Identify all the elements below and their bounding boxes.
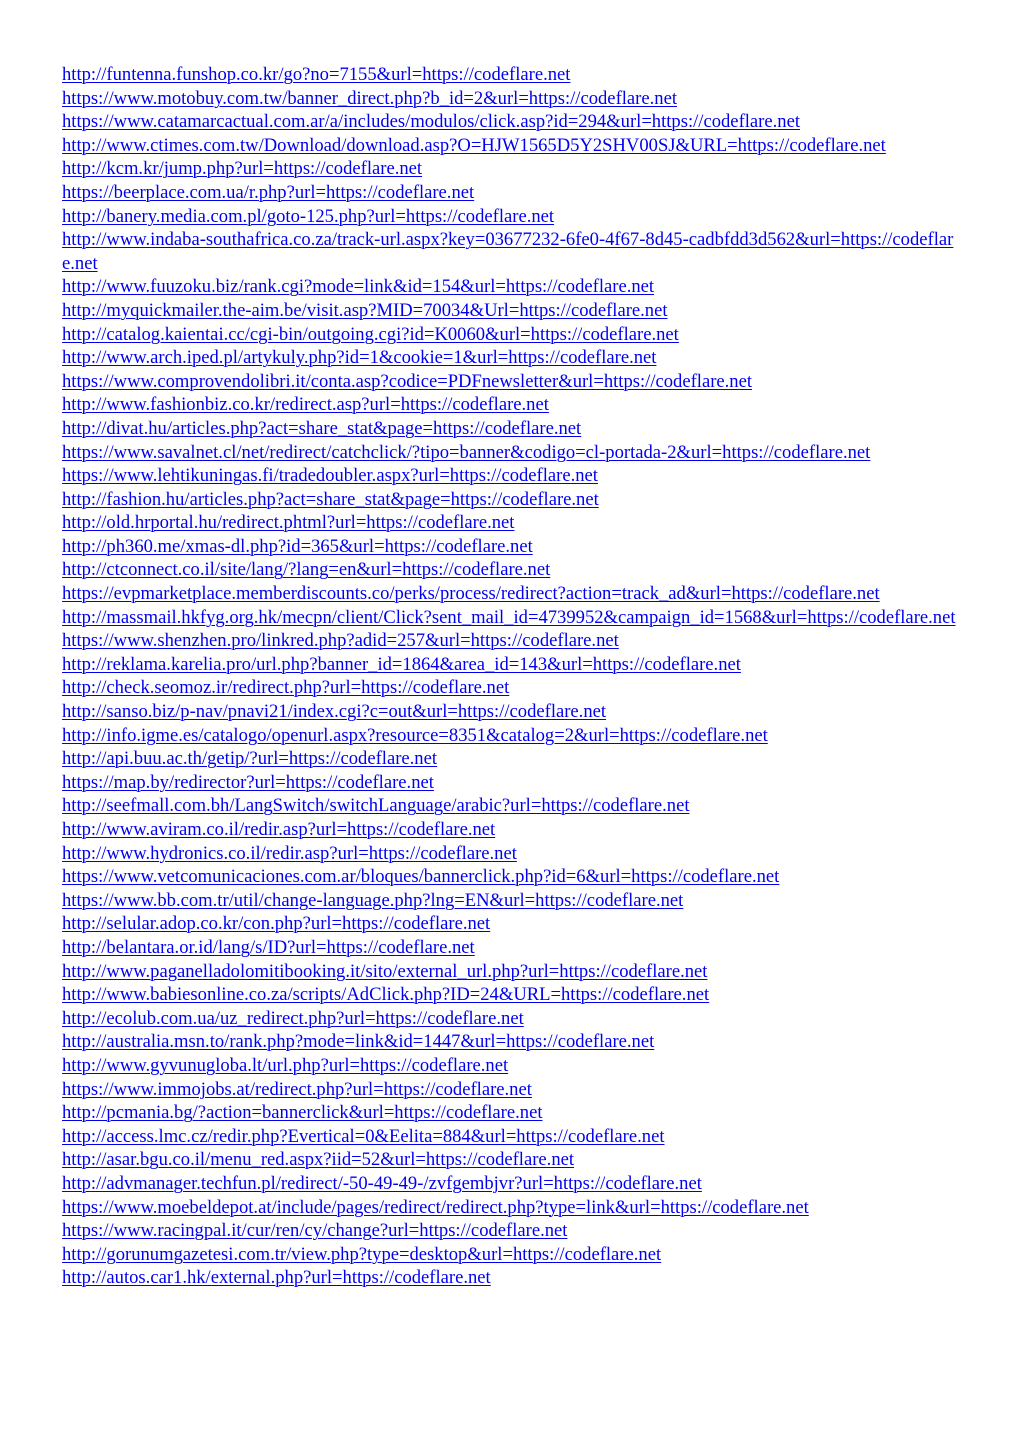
redirect-link[interactable]: http://www.paganelladolomitibooking.it/sito/external_url.php?url=https://codeflare.net bbox=[62, 960, 708, 982]
list-item bbox=[62, 299, 962, 323]
redirect-link[interactable]: https://beerplace.com.ua/r.php?url=https://codeflare.net bbox=[62, 181, 475, 203]
redirect-link[interactable]: https://www.shenzhen.pro/linkred.php?adid=257&url=https://codeflare.net bbox=[62, 630, 619, 652]
redirect-link[interactable]: https://map.by/redirector?url=https://codeflare.net bbox=[62, 771, 434, 793]
list-item bbox=[62, 558, 962, 582]
redirect-link[interactable]: http://catalog.kaientai.cc/cgi-bin/outgoing.cgi?id=K0060&url=https://codeflare.net bbox=[62, 323, 679, 345]
redirect-link[interactable]: http://myquickmailer.the-aim.be/visit.asp?MID=70034&Url=https://codeflare.net bbox=[62, 299, 668, 321]
redirect-link[interactable]: https://www.motobuy.com.tw/banner_direct.php?b_id=2&url=https://codeflare.net bbox=[62, 87, 677, 109]
list-item bbox=[62, 700, 962, 724]
redirect-link[interactable]: https://www.immojobs.at/redirect.php?url=https://codeflare.net bbox=[62, 1078, 532, 1100]
list-item bbox=[62, 346, 962, 370]
list-item bbox=[62, 629, 962, 653]
redirect-link[interactable]: http://www.hydronics.co.il/redir.asp?url=https://codeflare.net bbox=[62, 842, 517, 864]
redirect-link[interactable]: http://www.babiesonline.co.za/scripts/AdClick.php?ID=24&URL=https://codeflare.net bbox=[62, 984, 710, 1006]
list-item bbox=[62, 912, 962, 936]
redirect-link[interactable]: http://kcm.kr/jump.php?url=https://codeflare.net bbox=[62, 158, 423, 180]
list-item bbox=[62, 889, 962, 913]
list-item bbox=[62, 205, 962, 229]
redirect-link[interactable]: http://sanso.biz/p-nav/pnavi21/index.cgi?c=out&url=https://codeflare.net bbox=[62, 701, 607, 723]
redirect-link[interactable]: http://ctconnect.co.il/site/lang/?lang=en&url=https://codeflare.net bbox=[62, 559, 551, 581]
redirect-link[interactable]: http://old.hrportal.hu/redirect.phtml?url=https://codeflare.net bbox=[62, 512, 515, 534]
redirect-link[interactable]: http://selular.adop.co.kr/con.php?url=https://codeflare.net bbox=[62, 913, 491, 935]
redirect-link[interactable]: http://belantara.or.id/lang/s/ID?url=https://codeflare.net bbox=[62, 936, 475, 958]
redirect-link[interactable]: http://ph360.me/xmas-dl.php?id=365&url=https://codeflare.net bbox=[62, 535, 533, 557]
redirect-link[interactable]: http://www.ctimes.com.tw/Download/download.asp?O=HJW1565D5Y2SHV00SJ&URL=https://codeflare.net bbox=[62, 134, 886, 156]
redirect-link[interactable]: https://www.savalnet.cl/net/redirect/catchclick/?tipo=banner&codigo=cl-portada-2&url=https://codeflare.net bbox=[62, 441, 871, 463]
list-item bbox=[62, 1243, 962, 1267]
redirect-link[interactable]: http://www.gyvunugloba.lt/url.php?url=https://codeflare.net bbox=[62, 1054, 509, 1076]
redirect-link[interactable]: http://access.lmc.cz/redir.php?Evertical=0&Eelita=884&url=https://codeflare.net bbox=[62, 1125, 665, 1147]
redirect-link[interactable]: https://www.comprovendolibri.it/conta.asp?codice=PDFnewsletter&url=https://codeflare.net bbox=[62, 370, 753, 392]
list-item bbox=[62, 110, 962, 134]
list-item bbox=[62, 511, 962, 535]
list-item bbox=[62, 1196, 962, 1220]
redirect-link[interactable]: http://banery.media.com.pl/goto-125.php?url=https://codeflare.net bbox=[62, 205, 555, 227]
list-item bbox=[62, 417, 962, 441]
list-item bbox=[62, 724, 962, 748]
redirect-link[interactable]: http://pcmania.bg/?action=bannerclick&url=https://codeflare.net bbox=[62, 1102, 543, 1124]
list-item bbox=[62, 441, 962, 465]
list-item bbox=[62, 464, 962, 488]
redirect-link[interactable]: https://www.moebeldepot.at/include/pages/redirect/redirect.php?type=link&url=https://codeflare.net bbox=[62, 1196, 809, 1218]
list-item bbox=[62, 1030, 962, 1054]
list-item bbox=[62, 936, 962, 960]
list-item bbox=[62, 606, 962, 630]
redirect-link[interactable]: https://evpmarketplace.memberdiscounts.co/perks/process/redirect?action=track_ad&url=https://codeflare.net bbox=[62, 583, 880, 605]
redirect-link[interactable]: http://ecolub.com.ua/uz_redirect.php?url=https://codeflare.net bbox=[62, 1007, 524, 1029]
list-item bbox=[62, 1148, 962, 1172]
redirect-link[interactable]: http://info.igme.es/catalogo/openurl.aspx?resource=8351&catalog=2&url=https://codeflare.net bbox=[62, 724, 768, 746]
redirect-link[interactable]: http://asar.bgu.co.il/menu_red.aspx?iid=52&url=https://codeflare.net bbox=[62, 1149, 575, 1171]
list-item bbox=[62, 865, 962, 889]
redirect-link[interactable]: http://www.aviram.co.il/redir.asp?url=https://codeflare.net bbox=[62, 819, 496, 840]
redirect-link[interactable]: http://fashion.hu/articles.php?act=share_stat&page=https://codeflare.net bbox=[62, 488, 599, 510]
list-item bbox=[62, 1007, 962, 1031]
list-item bbox=[62, 983, 962, 1007]
list-item bbox=[62, 794, 962, 818]
list-item bbox=[62, 747, 962, 771]
redirect-link[interactable]: https://www.lehtikuningas.fi/tradedoubler.aspx?url=https://codeflare.net bbox=[62, 465, 598, 487]
redirect-link[interactable]: https://www.vetcomunicaciones.com.ar/bloques/bannerclick.php?id=6&url=https://codeflare.net bbox=[62, 866, 780, 888]
list-item bbox=[62, 157, 962, 181]
redirect-link[interactable]: https://www.bb.com.tr/util/change-language.php?lng=EN&url=https://codeflare.net bbox=[62, 889, 684, 911]
list-item bbox=[62, 535, 962, 559]
list-item bbox=[62, 63, 962, 87]
redirect-link[interactable]: http://reklama.karelia.pro/url.php?banner_id=1864&area_id=143&url=https://codeflare.net bbox=[62, 653, 741, 675]
list-item bbox=[62, 134, 962, 158]
redirect-link[interactable]: http://gorunumgazetesi.com.tr/view.php?type=desktop&url=https://codeflare.net bbox=[62, 1243, 662, 1265]
redirect-link[interactable]: http://api.buu.ac.th/getip/?url=https://codeflare.net bbox=[62, 748, 438, 770]
list-item bbox=[62, 275, 962, 299]
redirect-link[interactable]: https://www.racingpal.it/cur/ren/cy/change?url=https://codeflare.net bbox=[62, 1220, 568, 1242]
redirect-link[interactable]: http://autos.car1.hk/external.php?url=https://codeflare.net bbox=[62, 1267, 491, 1289]
list-item bbox=[62, 676, 962, 700]
redirect-link[interactable]: http://check.seomoz.ir/redirect.php?url=https://codeflare.net bbox=[62, 677, 510, 699]
list-item bbox=[62, 582, 962, 606]
redirect-link[interactable]: http://seefmall.com.bh/LangSwitch/switchLanguage/arabic?url=https://codeflare.net bbox=[62, 795, 690, 817]
list-item bbox=[62, 818, 962, 842]
redirect-link[interactable]: http://advmanager.techfun.pl/redirect/-50-49-49-/zvfgembjvr?url=https://codeflare.net bbox=[62, 1172, 702, 1194]
list-item bbox=[62, 1054, 962, 1078]
list-item bbox=[62, 1266, 962, 1290]
redirect-link[interactable]: https://www.catamarcactual.com.ar/a/includes/modulos/click.asp?id=294&url=https://codeflare.net bbox=[62, 111, 800, 133]
list-item bbox=[62, 1125, 962, 1149]
list-item bbox=[62, 87, 962, 111]
list-item bbox=[62, 653, 962, 677]
list-item bbox=[62, 323, 962, 347]
redirect-link[interactable]: http://funtenna.funshop.co.kr/go?no=7155&url=https://codeflare.net bbox=[62, 64, 571, 85]
list-item bbox=[62, 1219, 962, 1243]
link-list bbox=[62, 63, 962, 1290]
list-item bbox=[62, 1172, 962, 1196]
document-page bbox=[62, 63, 962, 1290]
list-item bbox=[62, 488, 962, 512]
redirect-link[interactable]: http://massmail.hkfyg.org.hk/mecpn/client/Click?sent_mail_id=4739952&campaign_id=1568&url=https://codeflare.net bbox=[62, 606, 956, 628]
list-item bbox=[62, 842, 962, 866]
redirect-link[interactable]: http://www.arch.iped.pl/artykuly.php?id=1&cookie=1&url=https://codeflare.net bbox=[62, 347, 657, 369]
list-item bbox=[62, 370, 962, 394]
list-item bbox=[62, 1078, 962, 1102]
list-item bbox=[62, 771, 962, 795]
redirect-link[interactable]: http://www.fuuzoku.biz/rank.cgi?mode=link&id=154&url=https://codeflare.net bbox=[62, 276, 655, 298]
list-item bbox=[62, 960, 962, 984]
list-item bbox=[62, 1101, 962, 1125]
list-item bbox=[62, 228, 962, 275]
redirect-link[interactable]: http://divat.hu/articles.php?act=share_stat&page=https://codeflare.net bbox=[62, 417, 582, 439]
redirect-link[interactable]: http://www.fashionbiz.co.kr/redirect.asp?url=https://codeflare.net bbox=[62, 394, 549, 416]
redirect-link[interactable]: http://www.indaba-southafrica.co.za/track-url.aspx?key=03677232-6fe0-4f67-8d45-cadbfdd3d562&url=https://codeflare.net bbox=[62, 229, 954, 274]
list-item bbox=[62, 393, 962, 417]
redirect-link[interactable]: http://australia.msn.to/rank.php?mode=link&id=1447&url=https://codeflare.net bbox=[62, 1031, 655, 1053]
list-item bbox=[62, 181, 962, 205]
